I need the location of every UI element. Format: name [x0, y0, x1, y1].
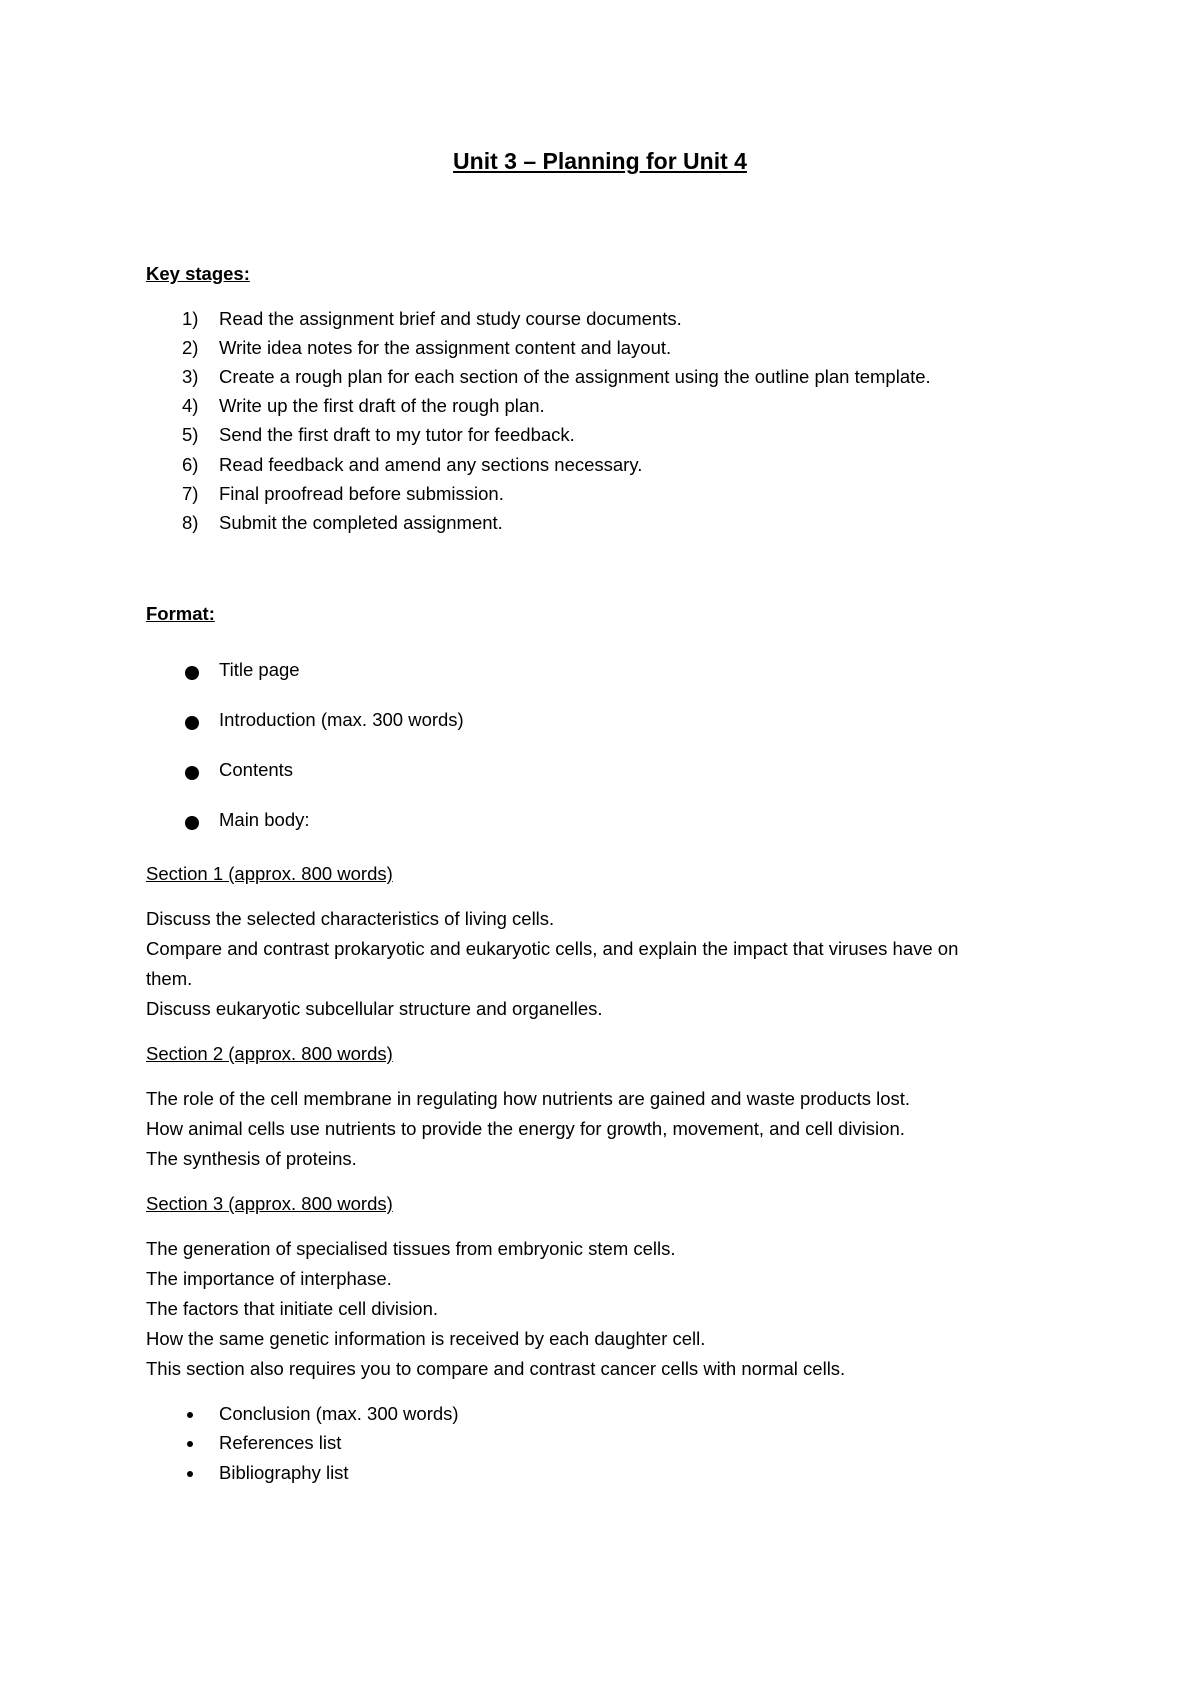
paragraph-line: Discuss the selected characteristics of living cells.: [146, 908, 555, 929]
paragraph-line: This section also requires you to compare and contrast cancer cells with normal cells.: [146, 1358, 846, 1379]
paragraph-line: How animal cells use nutrients to provide the energy for growth, movement, and cell division.: [146, 1118, 905, 1139]
list-item: Bibliography list: [219, 1462, 349, 1483]
list-item-number: 4): [182, 395, 199, 416]
list-item: Conclusion (max. 300 words): [219, 1403, 459, 1424]
list-item: Final proofread before submission.: [219, 483, 504, 504]
bullet-icon: [185, 766, 199, 780]
bullet-icon: [185, 716, 199, 730]
list-item: Submit the completed assignment.: [219, 512, 503, 533]
format-heading: Format:: [146, 603, 215, 624]
paragraph-line: The generation of specialised tissues from embryonic stem cells.: [146, 1238, 676, 1259]
key-stages-heading: Key stages:: [146, 263, 250, 284]
page-title: Unit 3 – Planning for Unit 4: [453, 148, 747, 174]
section-3-title: Section 3 (approx. 800 words): [146, 1193, 393, 1214]
list-item-number: 1): [182, 308, 199, 329]
section-2-title: Section 2 (approx. 800 words): [146, 1043, 393, 1064]
paragraph-line: The synthesis of proteins.: [146, 1148, 357, 1169]
list-item: Read the assignment brief and study course documents.: [219, 308, 682, 329]
list-item-number: 7): [182, 483, 199, 504]
list-item: Send the first draft to my tutor for feedback.: [219, 424, 575, 445]
paragraph-line: The factors that initiate cell division.: [146, 1298, 439, 1319]
bullet-icon: [185, 816, 199, 830]
list-item: Write idea notes for the assignment content and layout.: [219, 337, 672, 358]
list-item: Main body:: [219, 809, 310, 830]
section-1-title: Section 1 (approx. 800 words): [146, 863, 393, 884]
bullet-icon: [187, 1441, 193, 1447]
list-item-number: 3): [182, 366, 199, 387]
paragraph-line: The importance of interphase.: [146, 1268, 392, 1289]
list-item: Introduction (max. 300 words): [219, 709, 464, 730]
bullet-icon: [187, 1471, 193, 1477]
list-item: Create a rough plan for each section of the assignment using the outline plan template.: [219, 366, 931, 387]
list-item-number: 8): [182, 512, 199, 533]
paragraph-line: How the same genetic information is received by each daughter cell.: [146, 1328, 706, 1349]
paragraph-line: them.: [146, 968, 193, 989]
list-item: Contents: [219, 759, 294, 780]
list-item: Write up the first draft of the rough plan.: [219, 395, 545, 416]
list-item-number: 5): [182, 424, 199, 445]
list-item: Read feedback and amend any sections necessary.: [219, 454, 643, 475]
paragraph-line: The role of the cell membrane in regulating how nutrients are gained and waste products lost.: [146, 1088, 911, 1109]
list-item: References list: [219, 1432, 342, 1453]
paragraph-line: Compare and contrast prokaryotic and eukaryotic cells, and explain the impact that viruses have on: [146, 938, 959, 959]
bullet-icon: [187, 1412, 193, 1418]
list-item: Title page: [219, 659, 300, 680]
list-item-number: 6): [182, 454, 199, 475]
list-item-number: 2): [182, 337, 199, 358]
bullet-icon: [185, 666, 199, 680]
paragraph-line: Discuss eukaryotic subcellular structure and organelles.: [146, 998, 603, 1019]
